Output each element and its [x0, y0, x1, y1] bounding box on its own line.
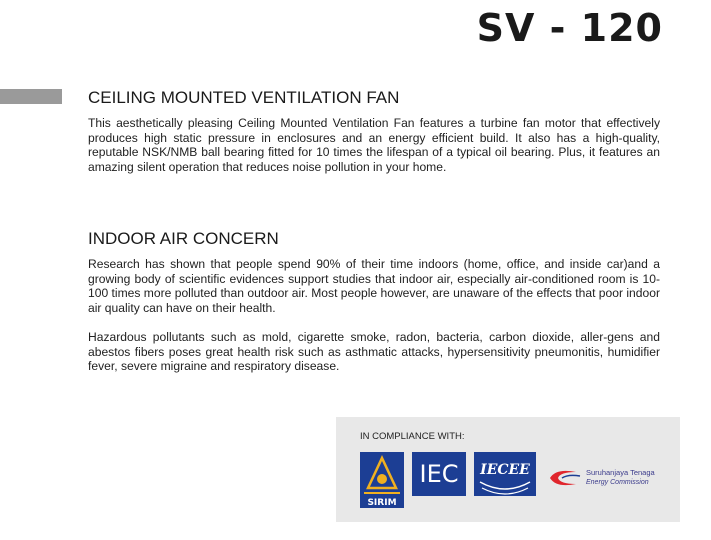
compliance-label: IN COMPLIANCE WITH: [360, 431, 465, 442]
section-heading: INDOOR AIR CONCERN [88, 229, 279, 248]
iecee-logo [474, 452, 536, 496]
section-ceiling-fan [88, 88, 660, 174]
section-heading: CEILING MOUNTED VENTILATION FAN [88, 88, 400, 107]
section-indoor-air [88, 229, 660, 374]
iecee-logo-text: IECEE [480, 462, 530, 478]
st-line-2: Energy Commission [586, 479, 649, 486]
iec-logo [412, 452, 466, 496]
sirim-logo [360, 452, 404, 508]
section-body: This aesthetically pleasing Ceiling Mounted Ventilation Fan features a turbine fan motor that effectively produces high static pressure in enclosures and an energy efficient build. It also has a high-quality, reputable NSK/NMB ball bearing fitted for 10 times the lifespan of a typical oil bearing. Plus, it features an amazing silent operation that reduces noise pollution in your home. [88, 116, 660, 174]
compliance-panel [336, 417, 680, 522]
model-number: SV - 120 [476, 6, 663, 50]
sirim-logo-text: SIRIM [367, 498, 397, 508]
section-marker-tab [0, 89, 62, 104]
st-swoosh-icon [546, 466, 582, 490]
iec-logo-text: IEC [419, 460, 459, 488]
section-body: Research has shown that people spend 90% of their time indoors (home, office, and inside car)and a growing body of scientific evidences support studies that indoor air, especially air-conditioned room is 10-100 times more polluted than outdoor air. Most people however, are unaware of the effects that poor indoor air quality can have on their health. [88, 257, 660, 315]
st-line-1: Suruhanjaya Tenaga [586, 468, 655, 477]
section-body: Hazardous pollutants such as mold, cigarette smoke, radon, bacteria, carbon dioxide, aller-gens and abestos fibers poses great health risk such as asthmatic attacks, hypersensitivity pneumonitis, humidifier fever, severe migraine and respiratory disease. [88, 330, 660, 373]
suruhanjaya-tenaga-logo [546, 466, 686, 490]
st-logo-text [586, 468, 655, 487]
